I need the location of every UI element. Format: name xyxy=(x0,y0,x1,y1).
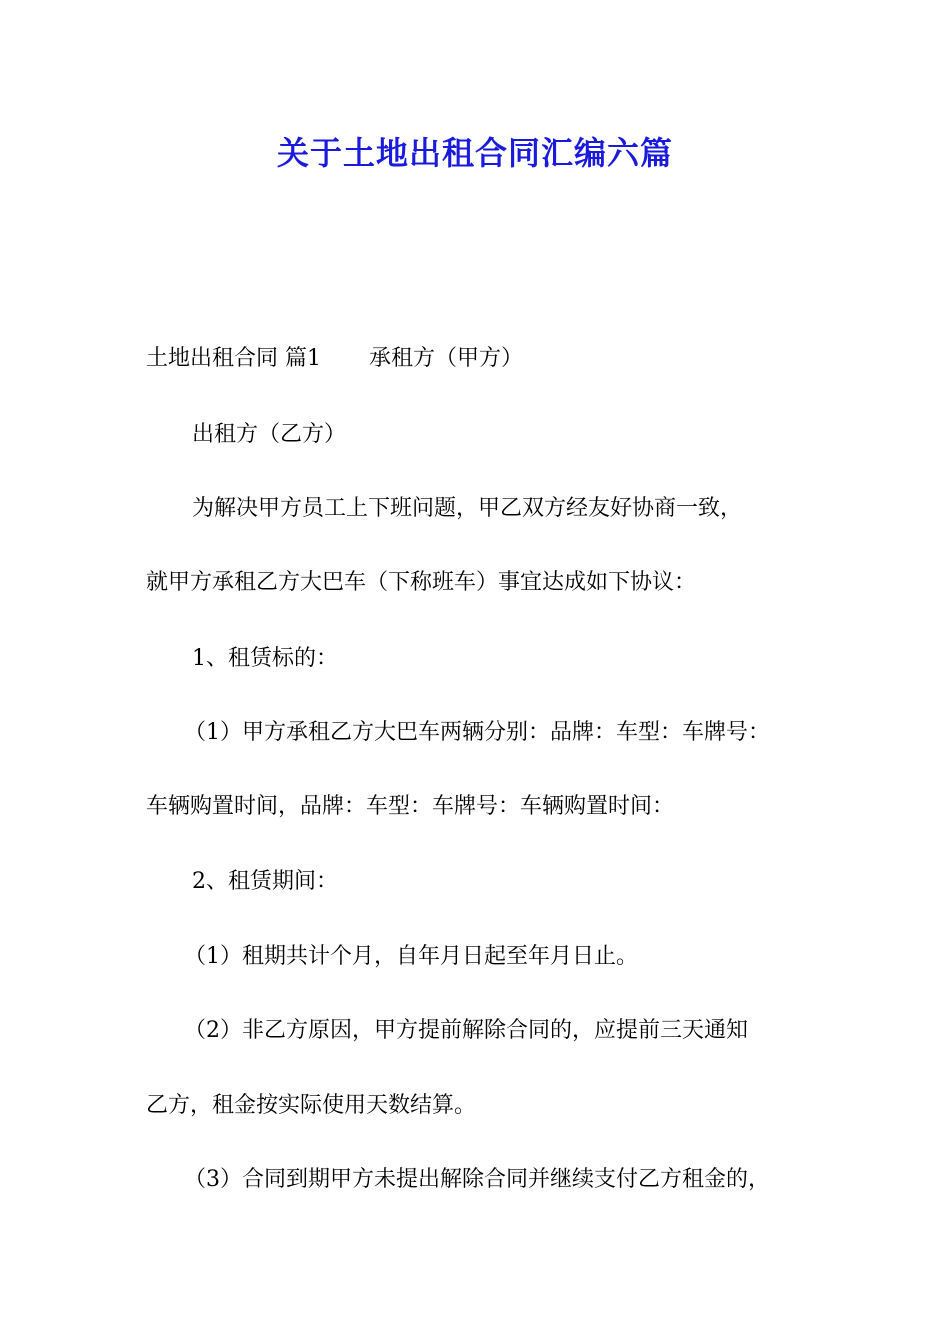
paragraph-line: 就甲方承租乙方大巴车（下称班车）事宜达成如下协议： xyxy=(146,570,697,595)
section-heading: 土地出租合同 篇1 xyxy=(146,346,321,371)
paragraph-line: （2）非乙方原因，甲方提前解除合同的，应提前三天通知 xyxy=(184,1018,748,1043)
document-title: 关于土地出租合同汇编六篇 xyxy=(276,134,673,172)
lessee-label: 承租方（甲方） xyxy=(369,346,524,371)
paragraph-line: 2、租赁期间： xyxy=(192,869,338,894)
paragraph-line: （1）甲方承租乙方大巴车两辆分别：品牌：车型：车牌号： xyxy=(184,720,770,745)
paragraph-line: 为解决甲方员工上下班问题，甲乙双方经友好协商一致， xyxy=(192,496,743,521)
heading-line xyxy=(146,344,523,374)
paragraph-line: （3）合同到期甲方未提出解除合同并继续支付乙方租金的， xyxy=(184,1167,770,1192)
paragraph-line: 车辆购置时间，品牌：车型：车牌号：车辆购置时间： xyxy=(146,794,675,819)
paragraph-line: （1）租期共计个月，自年月日起至年月日止。 xyxy=(184,944,638,969)
paragraph-line: 出租方（乙方） xyxy=(192,422,347,447)
paragraph-line: 乙方，租金按实际使用天数结算。 xyxy=(146,1093,477,1118)
paragraph-line: 1、租赁标的： xyxy=(192,646,338,671)
